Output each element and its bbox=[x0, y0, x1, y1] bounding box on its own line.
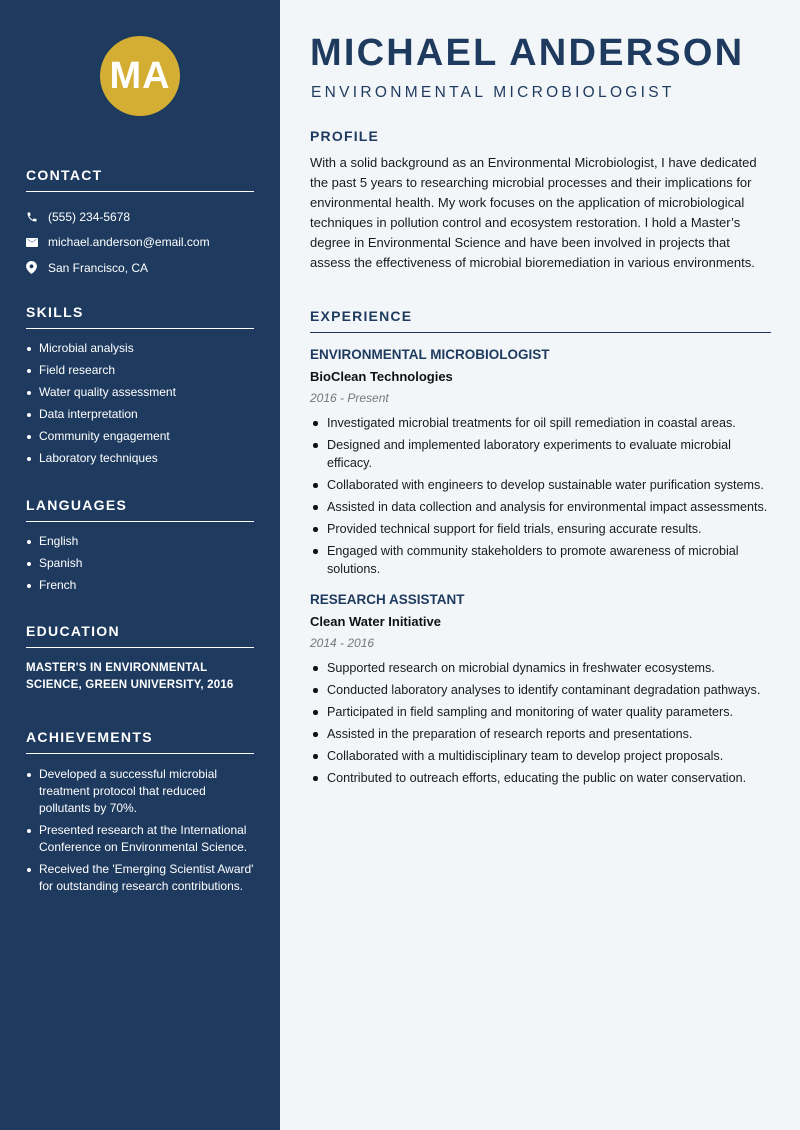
experience-section bbox=[310, 308, 771, 791]
contact-phone bbox=[26, 204, 254, 230]
job-bullet: Collaborated with engineers to develop sustainable water purification systems. bbox=[310, 476, 771, 494]
location-text: San Francisco, CA bbox=[48, 260, 149, 275]
skill-item: Microbial analysis bbox=[26, 341, 254, 356]
education-entry: MASTER'S IN ENVIRONMENTAL SCIENCE, GREEN UNIVERSITY, 2016 bbox=[26, 662, 234, 691]
job-company: Clean Water Initiative bbox=[310, 614, 441, 629]
job-bullets bbox=[310, 659, 771, 787]
job-title: ENVIRONMENTAL MICROBIOLOGIST bbox=[310, 347, 550, 362]
candidate-name: MICHAEL ANDERSON bbox=[310, 32, 745, 74]
job-dates: 2014 - 2016 bbox=[310, 636, 375, 650]
email-text[interactable]: michael.anderson@email.com bbox=[48, 235, 210, 250]
job-bullets bbox=[310, 414, 771, 578]
job-bullet: Assisted in data collection and analysis for environmental impact assessments. bbox=[310, 498, 771, 516]
languages-section bbox=[26, 497, 254, 600]
contact-location bbox=[26, 255, 254, 281]
profile-heading: PROFILE bbox=[310, 128, 380, 144]
job-entry bbox=[310, 347, 771, 578]
job-bullet: Participated in field sampling and monitoring of water quality parameters. bbox=[310, 703, 771, 721]
language-item: English bbox=[26, 534, 254, 549]
contact-email bbox=[26, 230, 254, 256]
job-entry bbox=[310, 592, 771, 787]
language-item: Spanish bbox=[26, 556, 254, 571]
achievements-heading: ACHIEVEMENTS bbox=[26, 729, 254, 754]
job-bullet: Provided technical support for field trials, ensuring accurate results. bbox=[310, 520, 771, 538]
achievement-item: Developed a successful microbial treatment protocol that reduced pollutants by 70%. bbox=[26, 766, 254, 817]
languages-list bbox=[26, 534, 254, 593]
candidate-role: ENVIRONMENTAL MICROBIOLOGIST bbox=[311, 84, 675, 101]
main-content bbox=[280, 0, 800, 1130]
job-bullet: Designed and implemented laboratory experiments to evaluate microbial efficacy. bbox=[310, 436, 771, 472]
job-company: BioClean Technologies bbox=[310, 369, 453, 384]
contact-section bbox=[26, 167, 254, 281]
location-pin-icon bbox=[26, 261, 48, 274]
achievements-list bbox=[26, 766, 254, 895]
email-icon bbox=[26, 237, 48, 248]
phone-text: (555) 234-5678 bbox=[48, 209, 131, 224]
education-heading: EDUCATION bbox=[26, 623, 254, 648]
job-title: RESEARCH ASSISTANT bbox=[310, 592, 465, 607]
job-bullet: Investigated microbial treatments for oil spill remediation in coastal areas. bbox=[310, 414, 771, 432]
job-bullet: Conducted laboratory analyses to identify contaminant degradation pathways. bbox=[310, 681, 771, 699]
job-dates: 2016 - Present bbox=[310, 391, 389, 405]
job-bullet: Contributed to outreach efforts, educating the public on water conservation. bbox=[310, 769, 771, 787]
job-bullet: Engaged with community stakeholders to promote awareness of microbial solutions. bbox=[310, 542, 771, 578]
languages-heading: LANGUAGES bbox=[26, 497, 254, 522]
achievements-section bbox=[26, 729, 254, 900]
profile-section bbox=[310, 128, 771, 273]
language-item: French bbox=[26, 578, 254, 593]
education-section bbox=[26, 623, 254, 694]
job-bullet: Supported research on microbial dynamics in freshwater ecosystems. bbox=[310, 659, 771, 677]
experience-heading: EXPERIENCE bbox=[310, 308, 771, 333]
skills-heading: SKILLS bbox=[26, 304, 254, 329]
avatar-initials: MA bbox=[109, 54, 171, 97]
phone-icon bbox=[26, 211, 48, 223]
sidebar bbox=[0, 0, 280, 1130]
avatar bbox=[100, 36, 180, 116]
skills-section bbox=[26, 304, 254, 473]
skill-item: Data interpretation bbox=[26, 407, 254, 422]
skill-item: Laboratory techniques bbox=[26, 451, 254, 466]
achievement-item: Received the 'Emerging Scientist Award' for outstanding research contributions. bbox=[26, 861, 254, 895]
skill-item: Field research bbox=[26, 363, 254, 378]
job-bullet: Collaborated with a multidisciplinary team to develop project proposals. bbox=[310, 747, 771, 765]
achievement-item: Presented research at the International Conference on Environmental Science. bbox=[26, 822, 254, 856]
skills-list bbox=[26, 341, 254, 466]
contact-heading: CONTACT bbox=[26, 167, 254, 192]
skill-item: Water quality assessment bbox=[26, 385, 254, 400]
skill-item: Community engagement bbox=[26, 429, 254, 444]
profile-text: With a solid background as an Environmental Microbiologist, I have dedicated the past 5 years to researching microbial processes and their implications for environmental health. My work focuses on the application of microbiological techniques in pollution control and ecosystem restoration. I hold a Master’s degree in Environmental Science and have been involved in projects that assess the effectiveness of microbial bioremediation in various environments. bbox=[310, 155, 757, 270]
job-bullet: Assisted in the preparation of research reports and presentations. bbox=[310, 725, 771, 743]
